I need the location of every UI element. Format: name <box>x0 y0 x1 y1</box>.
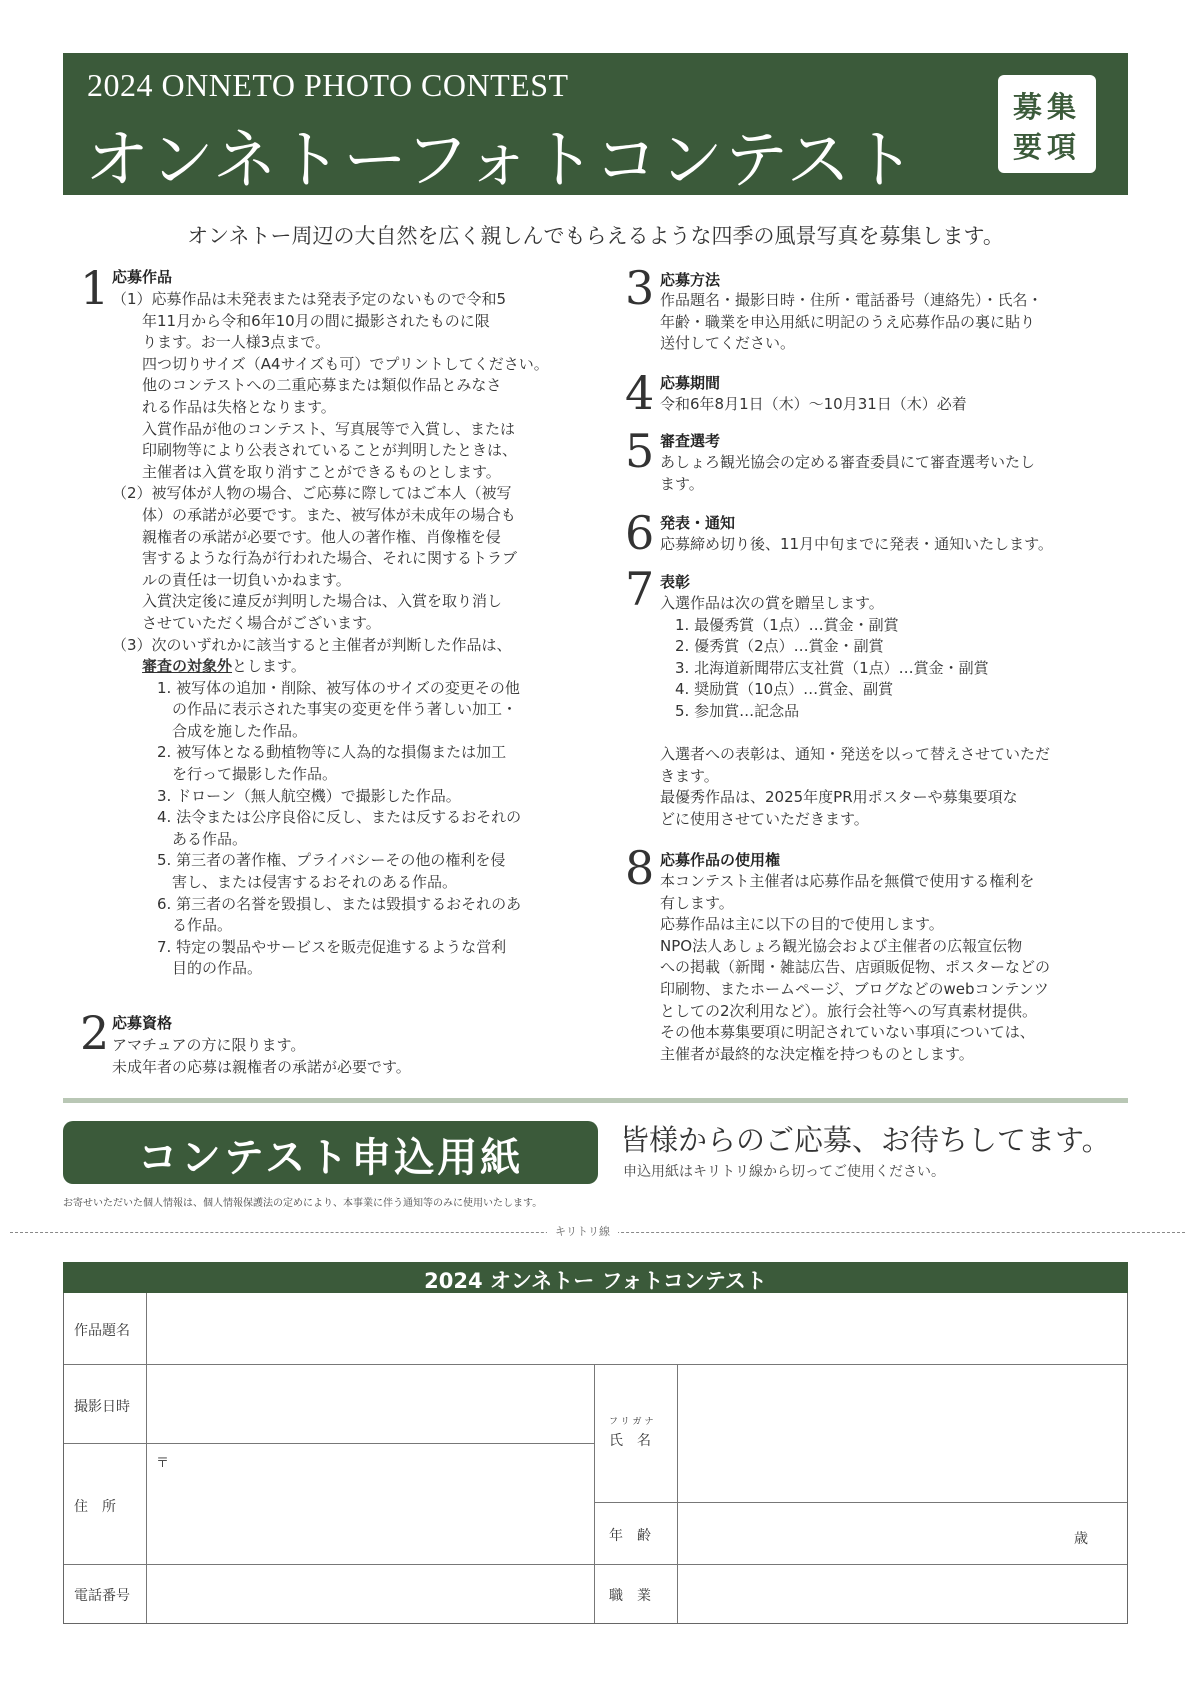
furigana-label: フリガナ <box>609 1417 657 1427</box>
label-address: 住 所 <box>74 1499 116 1515</box>
list-item: 目的の作品。 <box>112 959 263 978</box>
section-6-body <box>660 534 1053 556</box>
list-item: 6. 第三者の名誉を毀損し、または毀損するおそれのあ <box>112 894 522 913</box>
form-title: コンテスト申込用紙 <box>137 1135 524 1181</box>
text-line: れる作品は失格となります。 <box>112 397 336 416</box>
lead-text: オンネトー周辺の大自然を広く親しんでもらえるような四季の風景写真を募集します。 <box>187 224 1004 248</box>
section-7-body <box>660 593 1050 831</box>
text-line: 親権者の承諾が必要です。他人の著作権、肖像権を侵 <box>112 527 501 546</box>
section-5-number: 5 <box>625 424 655 478</box>
section-6-heading: 発表・通知 <box>660 514 736 532</box>
cut-note: 申込用紙はキリトリ線から切ってご使用ください。 <box>623 1164 945 1180</box>
text-line: 印刷物等により公表されていることが判明したときは、 <box>112 441 518 460</box>
occupation-field[interactable] <box>678 1565 1127 1623</box>
text-line-emphasis <box>112 656 549 678</box>
section-2-number: 2 <box>80 1006 110 1060</box>
section-4-body <box>660 394 967 416</box>
text-line: 応募締め切り後、11月中旬までに発表・通知いたします。 <box>660 535 1053 553</box>
section-2-body <box>112 1035 411 1078</box>
age-unit: 歳 <box>1074 1531 1088 1547</box>
indent <box>112 657 142 675</box>
text-line: 令和6年8月1日（木）～10月31日（木）必着 <box>660 395 967 413</box>
section-3-number: 3 <box>625 261 655 315</box>
award-item: 3. 北海道新聞帯広支社賞（1点）…賞金・副賞 <box>660 658 989 677</box>
text-line: 他のコンテストへの二重応募または類似作品とみなさ <box>112 376 502 395</box>
text-line: ルの責任は一切負いかねます。 <box>112 570 351 589</box>
badge-line-2: 要項 <box>1012 130 1081 164</box>
boshu-badge <box>998 75 1096 173</box>
section-4-number: 4 <box>625 366 655 420</box>
section-8-body <box>660 871 1050 1065</box>
text-line: 本コンテスト主催者は応募作品を無償で使用する権利を <box>660 872 1035 890</box>
age-field[interactable] <box>678 1503 1068 1564</box>
text-line: 最優秀作品は、2025年度PR用ポスターや募集要項な <box>660 788 1018 807</box>
list-item: 害し、または侵害するおそれのある作品。 <box>112 873 458 892</box>
award-item: 2. 優秀賞（2点）…賞金・副賞 <box>660 637 884 656</box>
postal-mark: 〒 <box>156 1456 170 1471</box>
text-line: 作品題名・撮影日時・住所・電話番号（連絡先）・氏名・ <box>660 291 1043 309</box>
text-line: 主催者が最終的な決定権を持つものとします。 <box>660 1044 974 1063</box>
label-date: 撮影日時 <box>74 1399 130 1415</box>
award-item: 4. 奨励賞（10点）…賞金、副賞 <box>660 680 894 699</box>
list-item: 3. ドローン（無人航空機）で撮影した作品。 <box>112 786 461 805</box>
text-line: アマチュアの方に限ります。 <box>112 1036 306 1054</box>
list-item: 4. 法令または公序良俗に反し、または反するおそれの <box>112 808 522 827</box>
list-item: 合成を施した作品。 <box>112 721 308 740</box>
exclusion-emphasis: 審査の対象外 <box>142 657 233 676</box>
form-title-bar <box>63 1262 1128 1293</box>
text-line: 入選者への表彰は、通知・発送を以って替えさせていただ <box>660 745 1051 764</box>
section-3-heading: 応募方法 <box>660 271 721 289</box>
text-line: 年齢・職業を申込用紙に明記のうえ応募作品の裏に貼り <box>660 312 1036 331</box>
text-line: （1）応募作品は未発表または発表予定のないもので令和5 <box>112 290 507 308</box>
text-line: させていただく場合がございます。 <box>112 613 381 632</box>
award-item: 5. 参加賞…記念品 <box>660 701 800 720</box>
list-item: 5. 第三者の著作権、プライバシーその他の権利を侵 <box>112 851 506 870</box>
text-line: 送付してください。 <box>660 334 796 353</box>
title-english: 2024 ONNETO PHOTO CONTEST <box>87 67 569 103</box>
form-bar-title: 2024 オンネトー フォトコンテスト <box>424 1269 767 1293</box>
cut-line-label: キリトリ線 <box>547 1223 618 1239</box>
name-field[interactable] <box>678 1365 1127 1502</box>
text-line: 主催者は入賞を取り消すことができるものとします。 <box>112 462 501 481</box>
badge-line-1: 募集 <box>1012 90 1081 124</box>
award-item: 1. 最優秀賞（1点）…賞金・副賞 <box>660 615 899 634</box>
text-line: 年11月から令和6年10月の間に撮影されたものに限 <box>112 311 490 330</box>
entry-form <box>63 1262 1128 1624</box>
section-2-heading: 応募資格 <box>112 1014 173 1032</box>
text-line: きます。 <box>660 766 719 785</box>
label-name: 氏 名 <box>609 1433 651 1449</box>
title-field[interactable] <box>147 1294 1127 1364</box>
section-5-body <box>660 452 1035 495</box>
text-line: 四つ切りサイズ（A4サイズも可）でプリントしてください。 <box>112 354 549 373</box>
text-line: NPO法人あしょろ観光協会および主催者の広報宣伝物 <box>660 936 1023 955</box>
section-divider <box>63 1098 1128 1103</box>
text-line: あしょろ観光協会の定める審査委員にて審査選考いたし <box>660 453 1036 471</box>
text-line: としての2次利用など）。旅行会社等への写真素材提供。 <box>660 1001 1038 1020</box>
list-item: の作品に表示された事実の変更を伴う著しい加工・ <box>112 700 518 719</box>
form-title-box <box>63 1121 598 1184</box>
text-line: ます。 <box>660 474 704 493</box>
section-8-number: 8 <box>625 841 655 895</box>
label-phone: 電話番号 <box>74 1588 130 1604</box>
section-7-heading: 表彰 <box>660 573 691 591</box>
address-field[interactable] <box>147 1444 594 1564</box>
text-line: 応募作品は主に以下の目的で使用します。 <box>660 915 944 934</box>
list-item: 1. 被写体の追加・削除、被写体のサイズの変更その他 <box>112 678 520 697</box>
text-line: 印刷物、またホームページ、ブログなどのwebコンテンツ <box>660 979 1049 998</box>
header-banner <box>63 53 1128 198</box>
list-item: ある作品。 <box>112 829 248 848</box>
text-line: 入選作品は次の賞を贈呈します。 <box>660 594 884 612</box>
list-item: る作品。 <box>112 916 233 935</box>
section-6-number: 6 <box>625 506 655 560</box>
text-line: への掲載（新聞・雑誌広告、店頭販促物、ポスターなどの <box>660 958 1051 977</box>
section-1-number: 1 <box>80 261 110 315</box>
text-line: 入賞決定後に違反が判明した場合は、入賞を取り消し <box>112 592 503 611</box>
text-fragment: とします。 <box>232 657 306 676</box>
list-item: 7. 特定の製品やサービスを販売促進するような営利 <box>112 937 507 956</box>
label-occupation: 職 業 <box>609 1588 651 1604</box>
list-item: を行って撮影した作品。 <box>112 765 338 784</box>
text-line: 害するような行為が行われた場合、それに関するトラブ <box>112 549 518 568</box>
spacer <box>660 723 1050 745</box>
phone-field[interactable] <box>147 1565 594 1623</box>
privacy-note: お寄せいただいた個人情報は、個人情報保護法の定めにより、本事業に伴う通知等のみに使用いたします。 <box>63 1198 543 1209</box>
section-8-heading: 応募作品の使用権 <box>660 851 781 869</box>
text-line: 入賞作品が他のコンテスト、写真展等で入賞し、または <box>112 419 516 438</box>
label-title: 作品題名 <box>74 1323 130 1339</box>
text-line: 有します。 <box>660 893 734 912</box>
list-item: 2. 被写体となる動植物等に人為的な損傷または加工 <box>112 743 507 762</box>
label-age: 年 齢 <box>609 1528 651 1544</box>
text-line: どに使用させていただきます。 <box>660 809 869 828</box>
title-japanese: オンネトーフォトコンテスト <box>85 124 917 198</box>
section-1-body <box>112 289 549 980</box>
text-line: （3）次のいずれかに該当すると主催者が判断した作品は、 <box>112 635 512 654</box>
text-line: ります。お一人様3点まで。 <box>112 333 331 352</box>
text-line: その他本募集要項に明記されていない事項については、 <box>660 1023 1035 1042</box>
text-line: 体）の承諾が必要です。また、被写体が未成年の場合も <box>112 505 516 524</box>
text-line: （2）被写体が人物の場合、ご応募に際してはご本人（被写 <box>112 484 512 503</box>
section-5-heading: 審査選考 <box>660 432 721 450</box>
section-1-heading: 応募作品 <box>112 268 173 286</box>
date-field[interactable] <box>147 1365 594 1443</box>
section-3-body <box>660 290 1043 355</box>
section-4-heading: 応募期間 <box>660 374 721 392</box>
section-7-number: 7 <box>625 562 655 616</box>
text-line: 未成年者の応募は親権者の承諾が必要です。 <box>112 1057 411 1076</box>
slogan: 皆様からのご応募、お待ちしてます。 <box>620 1123 1111 1157</box>
